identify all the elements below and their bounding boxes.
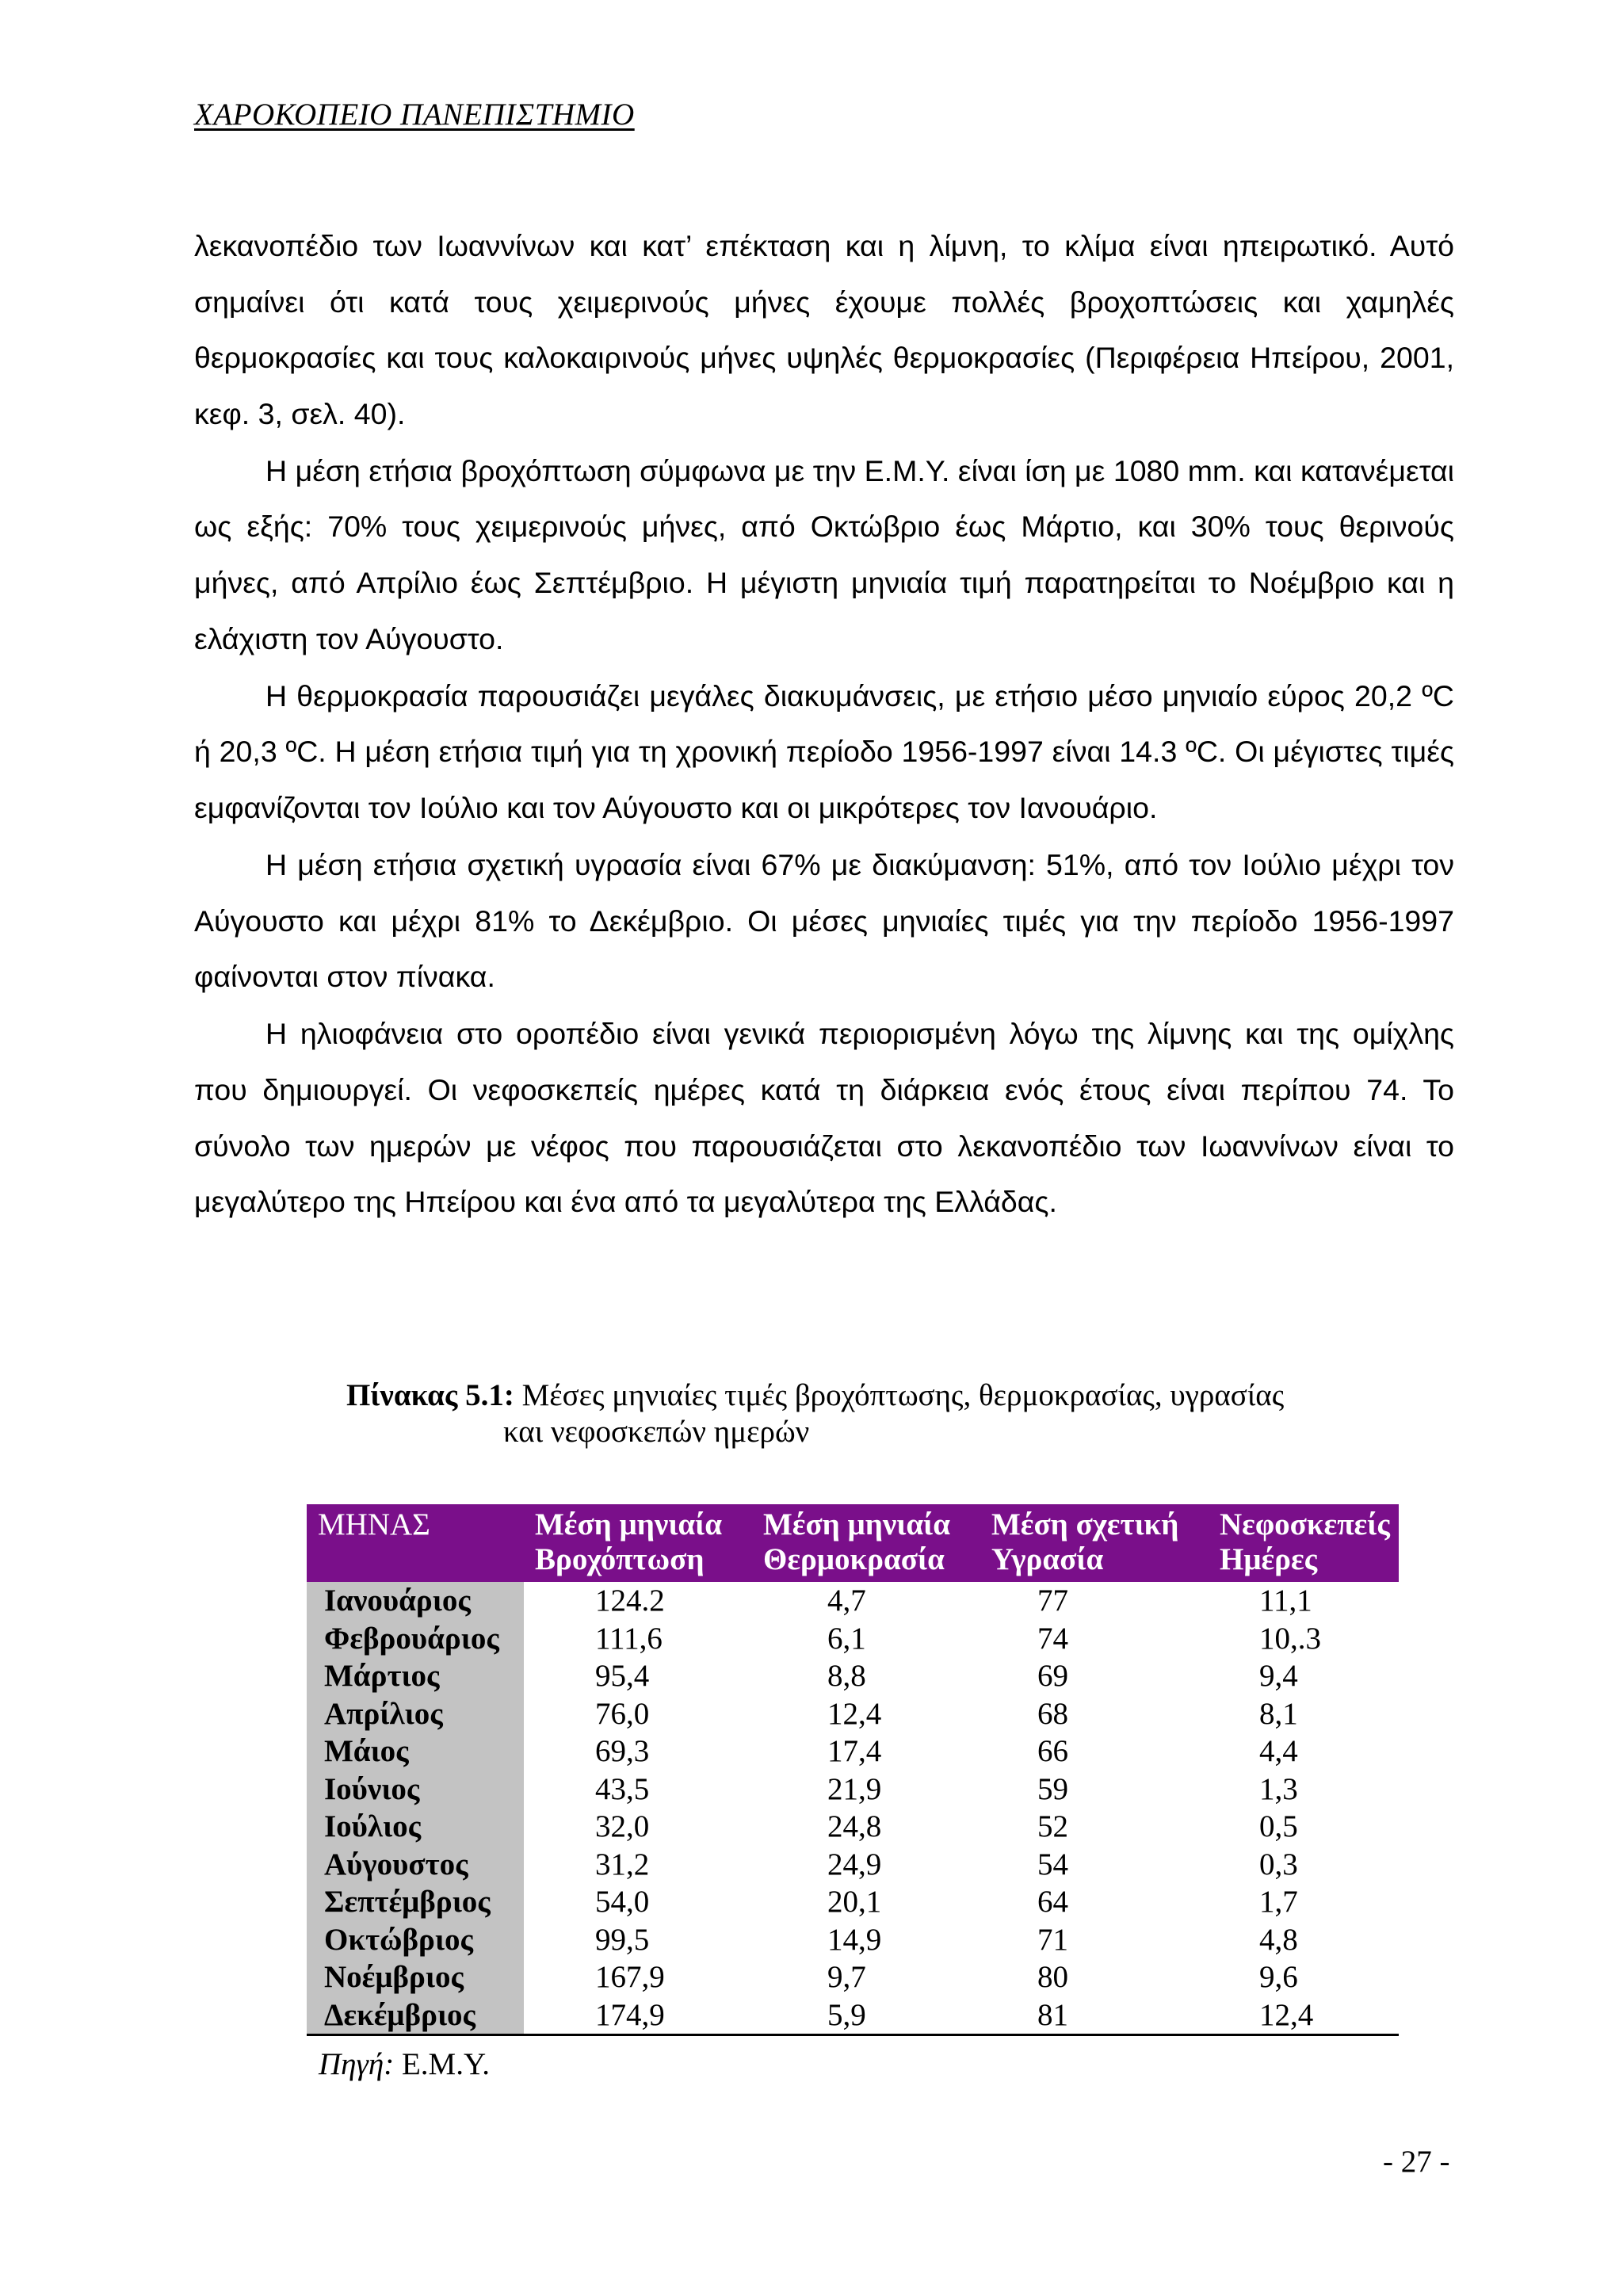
row-cloudy-days: 4,4 (1259, 1734, 1298, 1768)
table-row (307, 1695, 1399, 1733)
row-month: Νοέμβριος (307, 1958, 524, 1996)
row-rainfall: 31,2 (595, 1847, 650, 1881)
table-header-row (307, 1504, 1399, 1582)
table-row (307, 1921, 1399, 1959)
row-rainfall: 69,3 (595, 1734, 650, 1768)
row-temperature: 12,4 (827, 1696, 882, 1731)
row-humidity: 52 (1037, 1809, 1068, 1843)
row-cloudy-days: 0,5 (1259, 1809, 1298, 1843)
header-humidity-line1: Μέση σχετική (991, 1507, 1179, 1541)
table-container (307, 1504, 1399, 2036)
row-temperature: 14,9 (827, 1922, 882, 1957)
row-rainfall: 54,0 (595, 1885, 650, 1919)
row-humidity: 69 (1037, 1659, 1068, 1693)
row-cloudy-days: 12,4 (1209, 1996, 1399, 2035)
table-row (307, 1771, 1399, 1809)
table-row (307, 1883, 1399, 1921)
caption-text-line1: Μέσες μηνιαίες τιμές βροχόπτωσης, θερμοκρασίας, υγρασίας (514, 1378, 1285, 1412)
row-month: Ιούνιος (307, 1771, 524, 1809)
table-caption (346, 1377, 1377, 1450)
header-temperature-line2: Θερμοκρασία (763, 1542, 945, 1576)
row-month: Φεβρουάριος (307, 1620, 524, 1658)
row-humidity: 59 (1037, 1771, 1068, 1806)
header-rainfall-line2: Βροχόπτωση (535, 1542, 705, 1576)
body-text (194, 218, 1454, 1231)
source-value: Ε.Μ.Υ. (394, 2047, 491, 2081)
row-temperature: 17,4 (827, 1734, 882, 1768)
row-cloudy-days: 10,.3 (1259, 1621, 1321, 1656)
row-humidity: 64 (1037, 1885, 1068, 1919)
row-month: Απρίλιος (307, 1695, 524, 1733)
paragraph-5: Η ηλιοφάνεια στο οροπέδιο είναι γενικά περιορισμένη λόγω της λίμνης και της ομίχλης που δημιουργεί. Οι νεφοσκεπείς ημέρες κατά τη διάρκεια ενός έτους είναι περίπου 74. Το σύνολο των ημερών με νέφος που παρουσιάζεται στο λεκανοπέδιο των Ιωαννίνων είναι το μεγαλύτερο της Ηπείρου και ένα από τα μεγαλύτερα της Ελλάδας. (194, 1017, 1454, 1219)
row-cloudy-days: 1,7 (1259, 1885, 1298, 1919)
page-header: ΧΑΡΟΚΟΠΕΙΟ ΠΑΝΕΠΙΣΤΗΜΙΟ (194, 97, 635, 132)
row-temperature: 6,1 (827, 1621, 866, 1656)
row-cloudy-days: 1,3 (1259, 1771, 1298, 1806)
row-rainfall: 111,6 (595, 1621, 663, 1656)
row-rainfall: 174,9 (524, 1996, 752, 2035)
table-row (307, 1582, 1399, 1620)
header-temperature-line1: Μέση μηνιαία (763, 1507, 950, 1541)
row-temperature: 4,7 (827, 1584, 866, 1618)
row-humidity: 77 (1037, 1584, 1068, 1618)
row-humidity: 74 (1037, 1621, 1068, 1656)
table-row (307, 1808, 1399, 1846)
row-temperature: 5,9 (752, 1996, 980, 2035)
row-temperature: 24,8 (827, 1809, 882, 1843)
paragraph-2: Η μέση ετήσια βροχόπτωση σύμφωνα με την Ε.Μ.Υ. είναι ίση με 1080 mm. και κατανέμεται ως εξής: 70% τους χειμερινούς μήνες, από Οκτώβριο έως Μάρτιο, και 30% τους θερινούς μήνες, από Απρίλιο έως Σεπτέμβριο. Η μέγιστη μηνιαία τιμή παρατηρείται το Νοέμβριο και η ελάχιστη τον Αύγουστο. (194, 453, 1454, 655)
table-row (307, 1657, 1399, 1695)
row-month: Σεπτέμβριος (307, 1883, 524, 1921)
paragraph-1: λεκανοπέδιο των Ιωαννίνων και κατ’ επέκταση και η λίμνη, το κλίμα είναι ηπειρωτικό. Αυτό σημαίνει ότι κατά τους χειμερινούς μήνες έχουμε πολλές βροχοπτώσεις και χαμηλές θερμοκρασίες και τους καλοκαιρινούς μήνες υψηλές θερμοκρασίες (Περιφέρεια Ηπείρου, 2001, κεφ. 3, σελ. 40). (194, 229, 1454, 430)
header-cloudy-days (1209, 1504, 1399, 1582)
row-month: Ιανουάριος (307, 1582, 524, 1620)
header-humidity (980, 1504, 1209, 1582)
table-source (319, 2046, 490, 2082)
row-temperature: 24,9 (827, 1847, 882, 1881)
row-rainfall: 99,5 (595, 1922, 650, 1957)
header-month-label: ΜΗΝΑΣ (318, 1507, 430, 1541)
table-row (307, 1846, 1399, 1884)
row-rainfall: 95,4 (595, 1659, 650, 1693)
row-rainfall: 43,5 (595, 1771, 650, 1806)
row-month: Μάρτιος (307, 1657, 524, 1695)
row-humidity: 66 (1037, 1734, 1068, 1768)
table-row (307, 1958, 1399, 1996)
row-rainfall: 167,9 (595, 1960, 665, 1994)
row-rainfall: 32,0 (595, 1809, 650, 1843)
header-rainfall (524, 1504, 752, 1582)
row-month: Ιούλιος (307, 1808, 524, 1846)
row-humidity: 54 (1037, 1847, 1068, 1881)
caption-label: Πίνακας 5.1: (346, 1378, 514, 1412)
row-cloudy-days: 4,8 (1259, 1922, 1298, 1957)
paragraph-3: Η θερμοκρασία παρουσιάζει μεγάλες διακυμάνσεις, με ετήσιο μέσο μηνιαίο εύρος 20,2 ºC ή 20,3 ºC. Η μέση ετήσια τιμή για τη χρονική περίοδο 1956-1997 είναι 14.3 ºC. Οι μέγιστες τιμές εμφανίζονται τον Ιούλιο και τον Αύγουστο και οι μικρότερες τον Ιανουάριο. (194, 678, 1454, 824)
row-temperature: 8,8 (827, 1659, 866, 1693)
row-cloudy-days: 9,4 (1259, 1659, 1298, 1693)
row-temperature: 21,9 (827, 1771, 882, 1806)
row-humidity: 80 (1037, 1960, 1068, 1994)
row-humidity: 68 (1037, 1696, 1068, 1731)
row-cloudy-days: 11,1 (1259, 1584, 1312, 1618)
table-row (307, 1733, 1399, 1771)
source-label: Πηγή: (319, 2047, 395, 2081)
header-cloudy-days-line2: Ημέρες (1220, 1542, 1318, 1576)
header-temperature (752, 1504, 980, 1582)
row-month: Δεκέμβριος (307, 1996, 524, 2035)
row-cloudy-days: 8,1 (1259, 1696, 1298, 1731)
climate-table (307, 1504, 1399, 2036)
table-row (307, 1996, 1399, 2035)
row-month: Αύγουστος (307, 1846, 524, 1884)
row-temperature: 20,1 (827, 1885, 882, 1919)
row-month: Μάιος (307, 1733, 524, 1771)
header-rainfall-line1: Μέση μηνιαία (535, 1507, 722, 1541)
header-humidity-line2: Υγρασία (991, 1542, 1104, 1576)
caption-text-line2: και νεφοσκεπών ημερών (503, 1415, 810, 1449)
table-row (307, 1620, 1399, 1658)
header-cloudy-days-line1: Νεφοσκεπείς (1220, 1507, 1390, 1541)
row-cloudy-days: 0,3 (1259, 1847, 1298, 1881)
page-number: - 27 - (1383, 2145, 1450, 2179)
row-temperature: 9,7 (827, 1960, 866, 1994)
row-month: Οκτώβριος (307, 1921, 524, 1959)
paragraph-4: Η μέση ετήσια σχετική υγρασία είναι 67% με διακύμανση: 51%, από τον Ιούλιο μέχρι τον Αύγουστο και μέχρι 81% το Δεκέμβριο. Οι μέσες μηνιαίες τιμές για την περίοδο 1956-1997 φαίνονται στον πίνακα. (194, 848, 1454, 994)
row-cloudy-days: 9,6 (1259, 1960, 1298, 1994)
row-humidity: 71 (1037, 1922, 1068, 1957)
row-rainfall: 76,0 (595, 1696, 650, 1731)
row-rainfall: 124.2 (595, 1584, 665, 1618)
header-month (307, 1504, 524, 1582)
row-humidity: 81 (980, 1996, 1209, 2035)
